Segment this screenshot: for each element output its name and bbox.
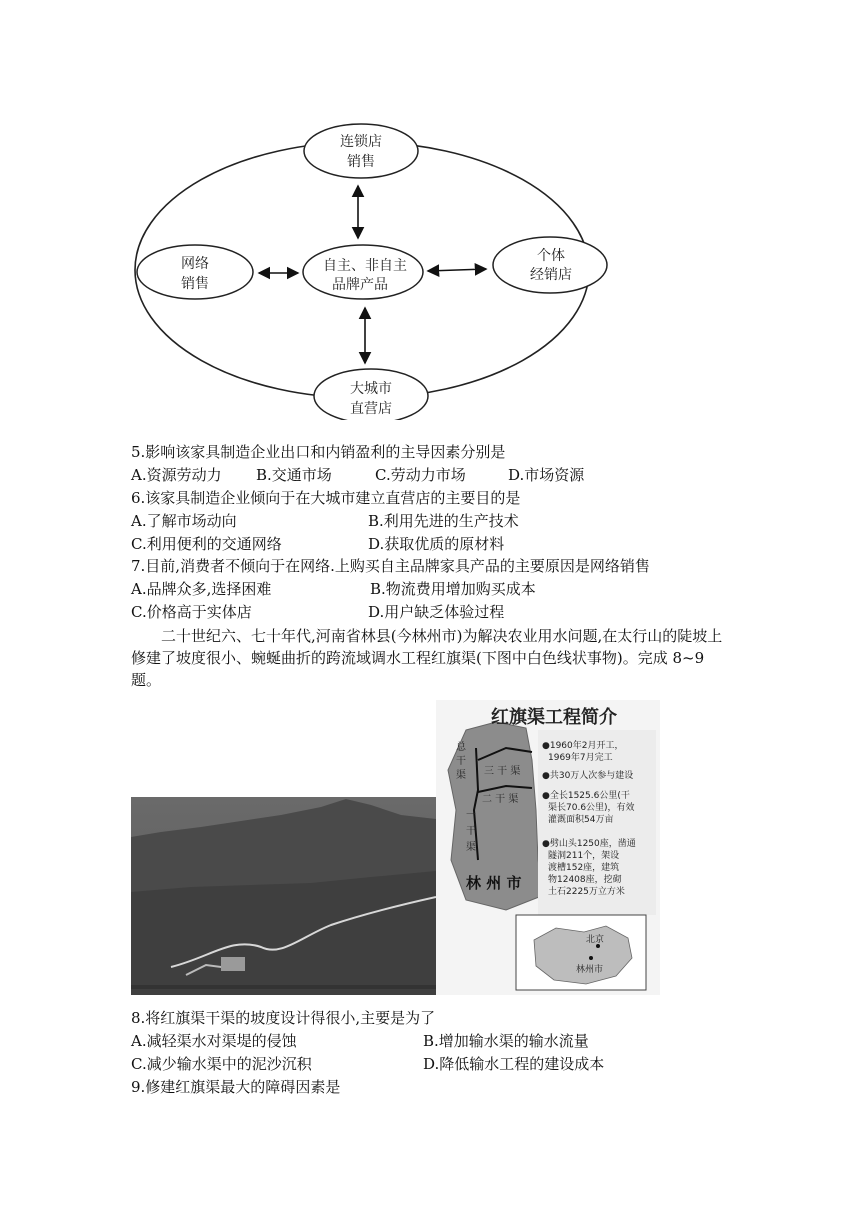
q6-stem: 6.该家具制造企业倾向于在大城市建立直营店的主要目的是 [131, 489, 521, 507]
fact-line-2: ●共30万人次参与建设 [542, 771, 634, 781]
q7-option-d[interactable]: D.用户缺乏体验过程 [368, 603, 505, 621]
node-top-line2: 销售 [347, 154, 375, 170]
node-left-line1: 网络 [181, 256, 209, 272]
q5-option-d[interactable]: D.市场资源 [508, 466, 585, 484]
hongqi-canal-photo [131, 797, 436, 995]
canal-three-label: 三 干 渠 [484, 766, 521, 777]
inset-beijing-label: 北京 [586, 935, 605, 945]
q5-stem: 5.影响该家具制造企业出口和内销盈利的主导因素分别是 [131, 443, 506, 461]
q8-option-d[interactable]: D.降低输水工程的建设成本 [423, 1055, 605, 1073]
q7-option-c[interactable]: C.价格高于实体店 [131, 603, 252, 621]
city-label: 林 州 市 [466, 874, 522, 892]
map-title: 红旗渠工程简介 [491, 707, 617, 728]
fact-line-5: 灌溉面积54万亩 [548, 815, 614, 825]
node-center-line2: 品牌产品 [332, 277, 388, 293]
q8-option-c[interactable]: C.减少输水渠中的泥沙沉积 [131, 1055, 312, 1073]
inset-linzhou-label: 林州市 [576, 965, 604, 975]
canal-main-2: 干 [456, 756, 466, 767]
node-left-line2: 销售 [181, 276, 209, 292]
fact-line-4: 渠长70.6公里)，有效 [548, 803, 635, 813]
node-center-line1: 自主、非自主 [323, 258, 407, 274]
fact-line-7: 隧洞211个，架设 [548, 851, 620, 861]
fact-line-9: 物12408座，挖砌 [548, 875, 622, 885]
q6-option-a[interactable]: A.了解市场动向 [131, 512, 237, 530]
node-right [493, 237, 607, 293]
fact-line-6: ●劈山头1250座，凿通 [542, 839, 636, 849]
q6-option-b[interactable]: B.利用先进的生产技术 [368, 512, 519, 530]
canal-main-1: 总 [456, 742, 466, 753]
node-right-line1: 个体 [537, 248, 565, 264]
arrow-right [428, 269, 486, 271]
canal-one-2: 干 [466, 826, 476, 837]
sales-channel-diagram [0, 0, 860, 420]
fact-line-3: ●全长1525.6公里(干 [542, 791, 630, 801]
q5-option-b[interactable]: B.交通市场 [256, 466, 332, 484]
fact-line-10: 土石2225万立方米 [548, 887, 625, 897]
node-bottom-line2: 直营店 [350, 401, 392, 417]
node-bottom-line1: 大城市 [350, 381, 392, 397]
fact-line-8: 渡槽152座，建筑 [548, 863, 620, 873]
node-top-line1: 连锁店 [340, 134, 382, 150]
q7-stem: 7.目前,消费者不倾向于在网络.上购买自主品牌家具产品的主要原因是网络销售 [131, 557, 650, 575]
q7-option-b[interactable]: B.物流费用增加购买成本 [370, 580, 536, 598]
q8-option-b[interactable]: B.增加输水渠的输水流量 [423, 1032, 589, 1050]
q5-option-a[interactable]: A.资源劳动力 [131, 466, 222, 484]
q7-option-a[interactable]: A.品牌众多,选择困难 [131, 580, 272, 598]
q8-stem: 8.将红旗渠干渠的坡度设计得很小,主要是为了 [131, 1009, 436, 1027]
canal-one-1: 一 [466, 810, 476, 821]
q6-option-d[interactable]: D.获取优质的原材料 [368, 535, 505, 553]
q8-option-a[interactable]: A.减轻渠水对渠堤的侵蚀 [131, 1032, 297, 1050]
canal-two-label: 二 干 渠 [482, 794, 519, 805]
fact-line-1: 1969年7月完工 [548, 753, 613, 763]
q9-stem: 9.修建红旗渠最大的障碍因素是 [131, 1078, 341, 1096]
hongqi-canal-map [436, 700, 660, 995]
intro-paragraph: 二十世纪六、七十年代,河南省林县(今林州市)为解决农业用水问题,在太行山的陡坡上修建了坡度很小、蜿蜒曲折的跨流域调水工程红旗渠(下图中白色线状事物)。完成 8~9 题。 [131, 627, 723, 689]
fact-line-0: ●1960年2月开工， [542, 741, 624, 751]
q5-option-c[interactable]: C.劳动力市场 [375, 466, 466, 484]
node-right-line2: 经销店 [530, 267, 572, 283]
q6-option-c[interactable]: C.利用便利的交通网络 [131, 535, 282, 553]
canal-one-3: 渠 [466, 842, 476, 853]
canal-main-3: 渠 [456, 770, 466, 781]
